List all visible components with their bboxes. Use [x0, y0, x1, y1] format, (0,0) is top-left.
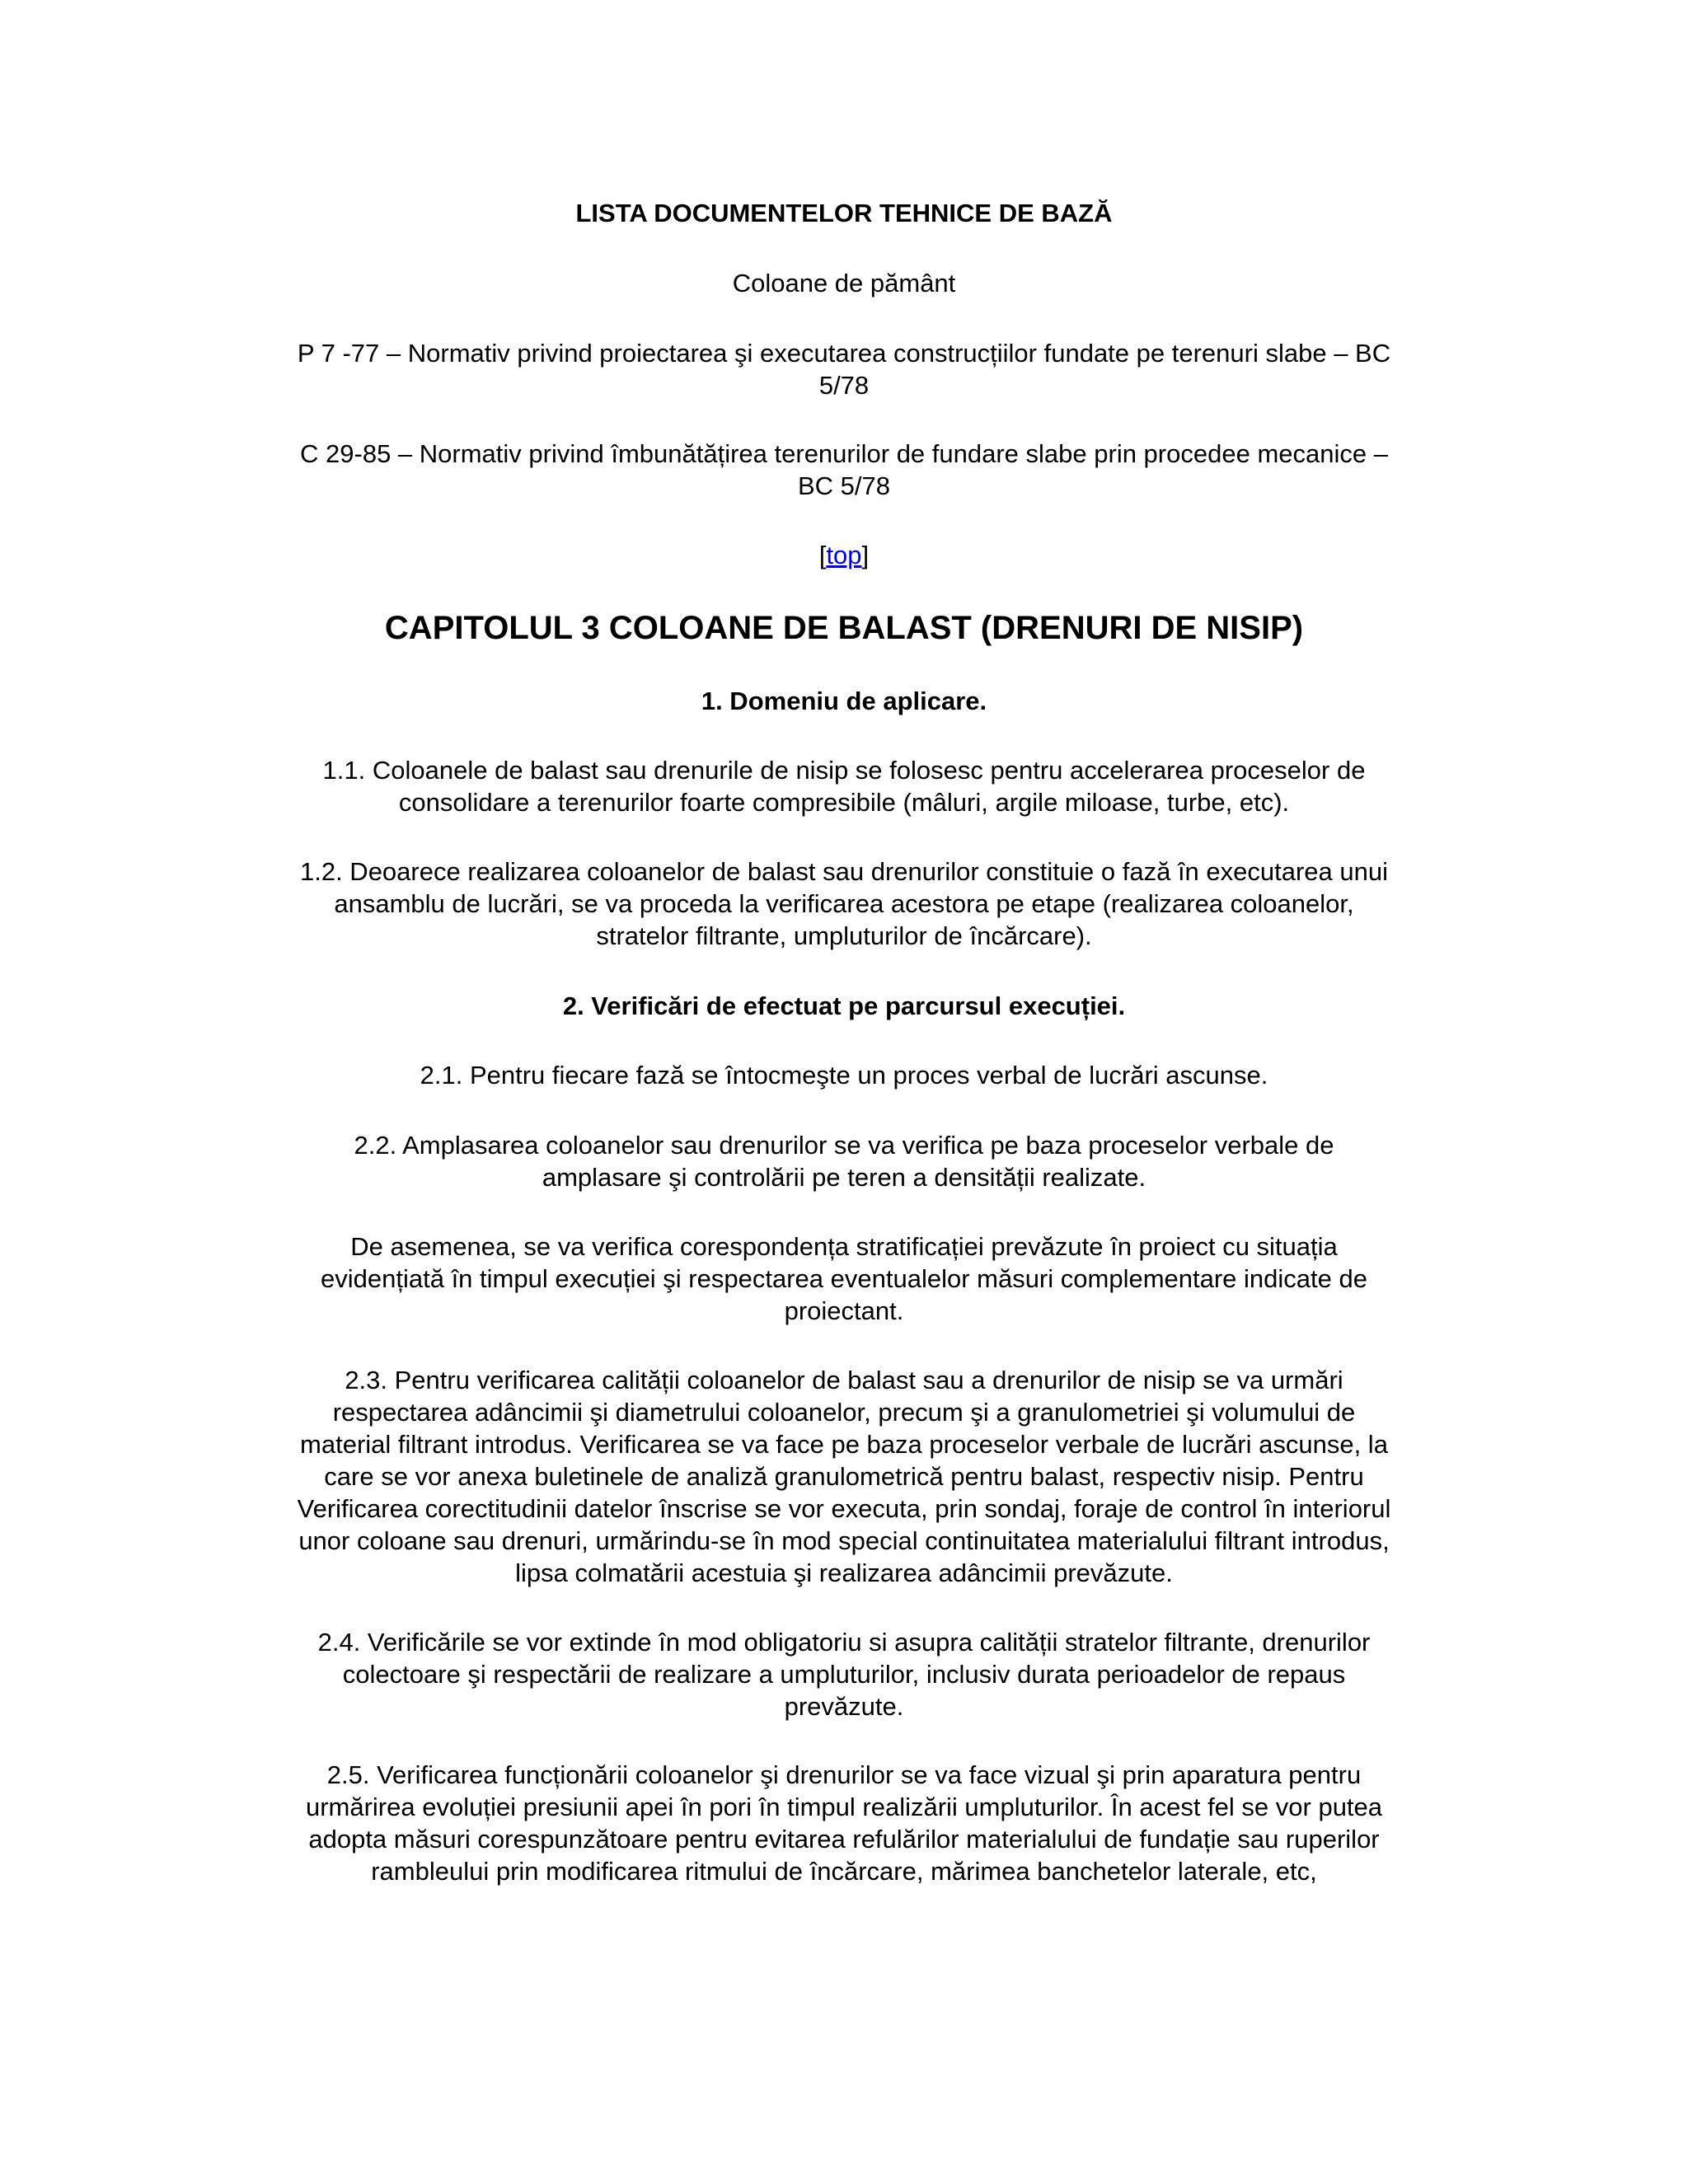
- bracket-close: ]: [861, 541, 870, 569]
- paragraph-line: prevăzute.: [784, 1692, 904, 1721]
- top-link-wrapper: [247, 539, 1441, 571]
- paragraph-line: 2.2. Amplasarea coloanelor sau drenurilor se va verifica pe baza proceselor verbale de: [354, 1131, 1334, 1160]
- paragraph-1-1: [247, 754, 1441, 818]
- paragraph-line: material filtrant introdus. Verificarea se va face pe baza proceselor verbale de lucrări ascunse, la: [300, 1430, 1388, 1459]
- paragraph-line: consolidare a terenurilor foarte compresibile (mâluri, argile miloase, turbe, etc).: [398, 788, 1290, 817]
- reference-line: 5/78: [818, 371, 870, 400]
- paragraph-line: adopta măsuri corespunzătoare pentru evitarea refulărilor materialului de fundație sau ruperilor: [308, 1825, 1380, 1854]
- section-1-heading-text: 1. Domeniu de aplicare.: [701, 687, 987, 715]
- paragraph-2-2: [247, 1129, 1441, 1193]
- paragraph-line: 2.4. Verificările se vor extinde în mod obligatoriu si asupra calității stratelor filtrante, drenurilor: [317, 1628, 1371, 1657]
- paragraph-1-2: [247, 855, 1441, 952]
- reference-line: C 29-85 – Normativ privind îmbunătățirea terenurilor de fundare slabe prin procedee mecanice –: [300, 439, 1388, 468]
- paragraph-line: colectoare şi respectării de realizare a umpluturilor, inclusiv durata perioadelor de repaus: [342, 1660, 1346, 1689]
- paragraph-line: evidențiată în timpul execuției şi respectarea eventualelor măsuri complementare indicate de: [321, 1264, 1367, 1293]
- paragraph-line: unor coloane sau drenuri, urmărindu-se în mod special continuitatea materialului filtrant introdus,: [298, 1526, 1390, 1555]
- paragraph-line: proiectant.: [784, 1296, 904, 1325]
- paragraph-line: De asemenea, se va verifica corespondența stratificației prevăzute în proiect cu situația: [350, 1232, 1338, 1261]
- chapter-title: [247, 608, 1441, 648]
- reference-p7-77: [247, 337, 1441, 401]
- paragraph-line: 2.1. Pentru fiecare fază se întocmeşte un proces verbal de lucrări ascunse.: [420, 1061, 1268, 1090]
- paragraph-2-2-continued: [247, 1230, 1441, 1327]
- document-title: [247, 197, 1441, 229]
- paragraph-line: rambleului prin modificarea ritmului de încărcare, mărimea banchetelor laterale, etc,: [371, 1857, 1317, 1886]
- paragraph-line: 1.2. Deoarece realizarea coloanelor de balast sau drenurilor constituie o fază în executarea unui: [299, 857, 1389, 886]
- paragraph-2-4: [247, 1626, 1441, 1722]
- paragraph-line: ansamblu de lucrări, se va proceda la verificarea acestora pe etape (realizarea coloanelor,: [334, 889, 1354, 918]
- section-2-heading-text: 2. Verificări de efectuat pe parcursul execuției.: [562, 991, 1126, 1020]
- paragraph-line: stratelor filtrante, umpluturilor de încărcare).: [596, 921, 1092, 950]
- reference-c29-85: [247, 438, 1441, 502]
- section-2-heading: [247, 990, 1441, 1022]
- paragraph-2-1: [247, 1059, 1441, 1091]
- chapter-title-text: CAPITOLUL 3 COLOANE DE BALAST (DRENURI DE NISIP): [384, 610, 1304, 646]
- top-link[interactable]: top: [826, 541, 862, 569]
- paragraph-line: 1.1. Coloanele de balast sau drenurile de nisip se folosesc pentru accelerarea proceselor de: [322, 756, 1366, 785]
- paragraph-2-5: [247, 1759, 1441, 1887]
- reference-line: BC 5/78: [797, 471, 890, 500]
- paragraph-line: 2.5. Verificarea funcționării coloanelor şi drenurilor se va face vizual şi prin aparatura pentru: [326, 1760, 1362, 1789]
- document-title-text: LISTA DOCUMENTELOR TEHNICE DE BAZĂ: [575, 199, 1113, 227]
- document-subtitle-text: Coloane de pământ: [732, 269, 956, 298]
- paragraph-2-3: [247, 1364, 1441, 1589]
- paragraph-line: amplasare şi controlării pe teren a densității realizate.: [542, 1163, 1146, 1192]
- paragraph-line: Verificarea corectitudinii datelor înscrise se vor executa, prin sondaj, foraje de control în interiorul: [297, 1494, 1391, 1523]
- paragraph-line: lipsa colmatării acestuia şi realizarea adâncimii prevăzute.: [515, 1558, 1173, 1587]
- paragraph-line: urmărirea evoluției presiunii apei în pori în timpul realizării umpluturilor. În acest fel se vor putea: [305, 1793, 1383, 1821]
- document-subtitle: [247, 267, 1441, 299]
- reference-line: P 7 -77 – Normativ privind proiectarea şi executarea construcțiilor fundate pe terenuri slabe – BC: [297, 339, 1391, 368]
- bracket-open: [: [818, 541, 827, 569]
- paragraph-line: 2.3. Pentru verificarea calității coloanelor de balast sau a drenurilor de nisip se va urmări: [345, 1366, 1343, 1394]
- paragraph-line: care se vor anexa buletinele de analiză granulometrică pentru balast, respectiv nisip. Pentru: [324, 1462, 1364, 1491]
- paragraph-line: respectarea adâncimii şi diametrului coloanelor, precum şi a granulometriei şi volumului de: [332, 1398, 1356, 1427]
- section-1-heading: [247, 685, 1441, 717]
